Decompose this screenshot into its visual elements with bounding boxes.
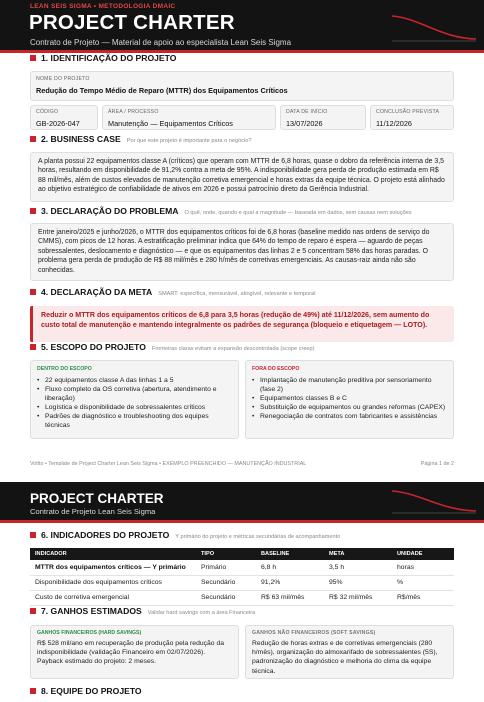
hard-savings-text: R$ 528 mil/ano em recuperação de produção pela redução da indisponibilidade (validação Financeiro em 02/07/2026). Payback estimado do projeto: 2 meses. — [37, 640, 225, 666]
field-label: ÁREA / PROCESSO — [108, 109, 159, 115]
red-square-icon — [30, 688, 36, 694]
column-header: BASELINE — [256, 548, 324, 560]
project-name-value: Redução do Tempo Médio de Reparo (MTTR) dos Equipamentos Críticos — [36, 86, 288, 95]
list-item: • Padrões de diagnóstico e troubleshooting dos equipes técnicas — [37, 412, 232, 430]
table-cell: Secundário — [196, 575, 256, 590]
business-case-card — [30, 152, 454, 202]
list-item: • Fluxo completo da OS corretiva (abertura, atendimento e liberação) — [37, 385, 232, 403]
list-item: • Logística e disponibilidade de sobressalentes críticos — [37, 403, 232, 412]
out-of-scope-label: FORA DO ESCOPO — [252, 366, 300, 372]
section-hint: O quê, onde, quando e qual a magnitude — baseada em dados, sem causas nem soluções — [184, 210, 412, 216]
soft-savings-card — [245, 625, 454, 679]
list-item: • 22 equipamentos classe A das linhas 1 a 5 — [37, 376, 232, 385]
field-value: 11/12/2026 — [376, 119, 412, 128]
column-header: INDICADOR — [30, 548, 196, 560]
field-label: CÓDIGO — [36, 109, 59, 115]
out-of-scope-list — [252, 376, 447, 421]
section-title: 6. INDICADORES DO PROJETO — [41, 530, 170, 540]
table-cell: 3,5 h — [324, 560, 392, 575]
section-6-heading — [30, 530, 340, 540]
table-cell: Primário — [196, 560, 256, 575]
end-date-field — [370, 105, 454, 130]
hard-savings-label: GANHOS FINANCEIROS (HARD SAVINGS) — [37, 630, 142, 636]
page-subtitle: Contrato de Projeto — Material de apoio ao especialista Lean Seis Sigma — [30, 38, 292, 47]
section-title: 3. DECLARAÇÃO DO PROBLEMA — [41, 206, 179, 216]
problem-statement-card — [30, 223, 454, 281]
soft-savings-label: GANHOS NÃO FINANCEIROS (SOFT SAVINGS) — [252, 630, 376, 636]
page2-subtitle: Contrato de Projeto Lean Seis Sigma — [30, 507, 156, 516]
table-header-row — [30, 548, 454, 560]
red-square-icon — [30, 608, 36, 614]
page2-title: PROJECT CHARTER — [30, 491, 164, 506]
page-title: PROJECT CHARTER — [29, 11, 235, 34]
section-title: 1. IDENTIFICAÇÃO DO PROJETO — [41, 53, 177, 63]
red-square-icon — [30, 532, 36, 538]
in-scope-list — [37, 376, 232, 431]
section-hint: Fronteiras claras evitam a expansão descontrolada (scope creep) — [151, 346, 315, 352]
list-item: • Equipamentos classes B e C — [252, 394, 447, 403]
section-title: 4. DECLARAÇÃO DA META — [41, 287, 153, 297]
table-cell: MTTR dos equipamentos críticos — Y primário — [30, 560, 196, 575]
table-cell: R$ 63 mil/mês — [256, 590, 324, 605]
page1-header — [0, 0, 484, 50]
page2-header — [0, 482, 484, 520]
column-header: UNIDADE — [392, 548, 454, 560]
decay-curve-icon — [390, 486, 480, 516]
section-2-heading — [30, 134, 251, 144]
goal-statement-box — [30, 306, 454, 342]
in-scope-card — [30, 360, 239, 439]
field-value: Manutenção — Equipamentos Críticos — [108, 119, 233, 128]
field-label: CONCLUSÃO PREVISTA — [376, 109, 440, 115]
indicators-table — [30, 548, 454, 606]
footer-page-number: Página 1 de 2 — [420, 461, 454, 467]
section-4-heading — [30, 287, 315, 297]
list-item: • Substituição de equipamentos ou grandes reformas (CAPEX) — [252, 403, 447, 412]
code-field — [30, 105, 98, 130]
section-hint: Por que este projeto é importante para o negócio? — [126, 138, 252, 144]
goal-statement-text: Reduzir o MTTR dos equipamentos críticos de 6,8 para 3,5 horas (redução de 49%) até 11/12/2026, sem aumento do custo total de manutenção e mantendo integralmente os padrões de segurança (bloqueio e etiquetagem — LOTO). — [41, 311, 430, 329]
table-cell: R$/mês — [392, 590, 454, 605]
project-name-card — [30, 71, 454, 101]
table-cell: 6,8 h — [256, 560, 324, 575]
section-title: 8. EQUIPE DO PROJETO — [41, 686, 142, 696]
red-square-icon — [30, 55, 36, 61]
section-5-heading — [30, 342, 315, 352]
section-hint: Validar hard savings com a área Financeira — [147, 610, 256, 616]
list-item: • Implantação de manutenção preditiva por sensoriamento (fase 2) — [252, 376, 447, 394]
section-title: 5. ESCOPO DO PROJETO — [41, 342, 146, 352]
red-square-icon — [30, 289, 36, 295]
field-label: DATA DE INÍCIO — [286, 109, 328, 115]
header-tag: LEAN SEIS SIGMA • METODOLOGIA DMAIC — [30, 3, 176, 10]
list-item: • Renegociação de contratos com fabricantes e assistências — [252, 412, 447, 421]
column-header: TIPO — [196, 548, 256, 560]
table-row — [30, 560, 454, 575]
section-title: 2. BUSINESS CASE — [41, 134, 121, 144]
field-value: GB-2026-047 — [36, 119, 80, 128]
hard-savings-card — [30, 625, 239, 679]
header-accent-line — [0, 520, 484, 523]
column-header: META — [324, 548, 392, 560]
table-cell: % — [392, 575, 454, 590]
decay-curve-icon — [390, 8, 480, 44]
in-scope-label: DENTRO DO ESCOPO — [37, 366, 92, 372]
soft-savings-text: Redução de horas extras e de corretivas emergenciais (280 h/mês), organização do almoxarifado de sobressalentes (5S), padronização do diagnóstico e melhoria do clima da equipe técnica. — [252, 640, 438, 675]
start-date-field — [280, 105, 366, 130]
section-8-heading — [30, 686, 142, 696]
table-cell: 95% — [324, 575, 392, 590]
section-1-heading — [30, 53, 176, 63]
table-cell: horas — [392, 560, 454, 575]
table-row — [30, 590, 454, 605]
table-cell: 91,2% — [256, 575, 324, 590]
field-value: 13/07/2026 — [286, 119, 323, 128]
section-hint: SMART: específica, mensurável, atingível, relevante e temporal — [158, 291, 316, 297]
project-name-label: NOME DO PROJETO — [36, 76, 90, 82]
table-cell: Custo de corretiva emergencial — [30, 590, 196, 605]
red-square-icon — [30, 344, 36, 350]
table-cell: Disponibilidade dos equipamentos críticos — [30, 575, 196, 590]
section-hint: Y primário do projeto e métricas secundárias de acompanhamento — [175, 534, 341, 540]
table-cell: R$ 32 mil/mês — [324, 590, 392, 605]
area-field — [102, 105, 276, 130]
footer-left: Voltto • Template de Project Charter Lean Seis Sigma • EXEMPLO PREENCHIDO — MANUTENÇÃO INDUSTRIAL — [30, 461, 307, 467]
section-title: 7. GANHOS ESTIMADOS — [41, 606, 142, 616]
section-7-heading — [30, 606, 255, 616]
business-case-text: A planta possui 22 equipamentos classe A (críticos) que operam com MTTR de 6,8 horas, quase o dobro da referência interna de 3,5 horas, resultando em disponibilidade de 91,2% contra a meta de 95%. A indisponibilidade gera perda de produção estimada em R$ 88 mil/mês, além de custos elevados de manutenção corretiva emergencial e horas extras da equipe técnica. O projeto está alinhado ao objetivo estratégico de confiabilidade de ativos em 2026 e possui patrocínio direto da Gerência Industrial. — [38, 158, 445, 194]
table-row — [30, 575, 454, 590]
problem-statement-text: Entre janeiro/2025 e junho/2026, o MTTR dos equipamentos críticos foi de 6,8 horas (baseline medido nas ordens de serviço do CMMS), com picos de 12 horas. A estratificação preliminar indica que 64% do tempo de reparo é espera — aguardo de peças sobressalentes, deslocamento e diagnóstico — e que os equipamentos das linhas 2 e 5 concentram 58% das horas paradas. O problema gera perda de produção de R$ 88 mil/mês e 280 h/mês de corretivas emergenciais. As causas-raiz ainda não são conhecidas. — [38, 229, 430, 274]
table-cell: Secundário — [196, 590, 256, 605]
section-3-heading — [30, 206, 412, 216]
red-square-icon — [30, 208, 36, 214]
red-square-icon — [30, 136, 36, 142]
out-of-scope-card — [245, 360, 454, 439]
